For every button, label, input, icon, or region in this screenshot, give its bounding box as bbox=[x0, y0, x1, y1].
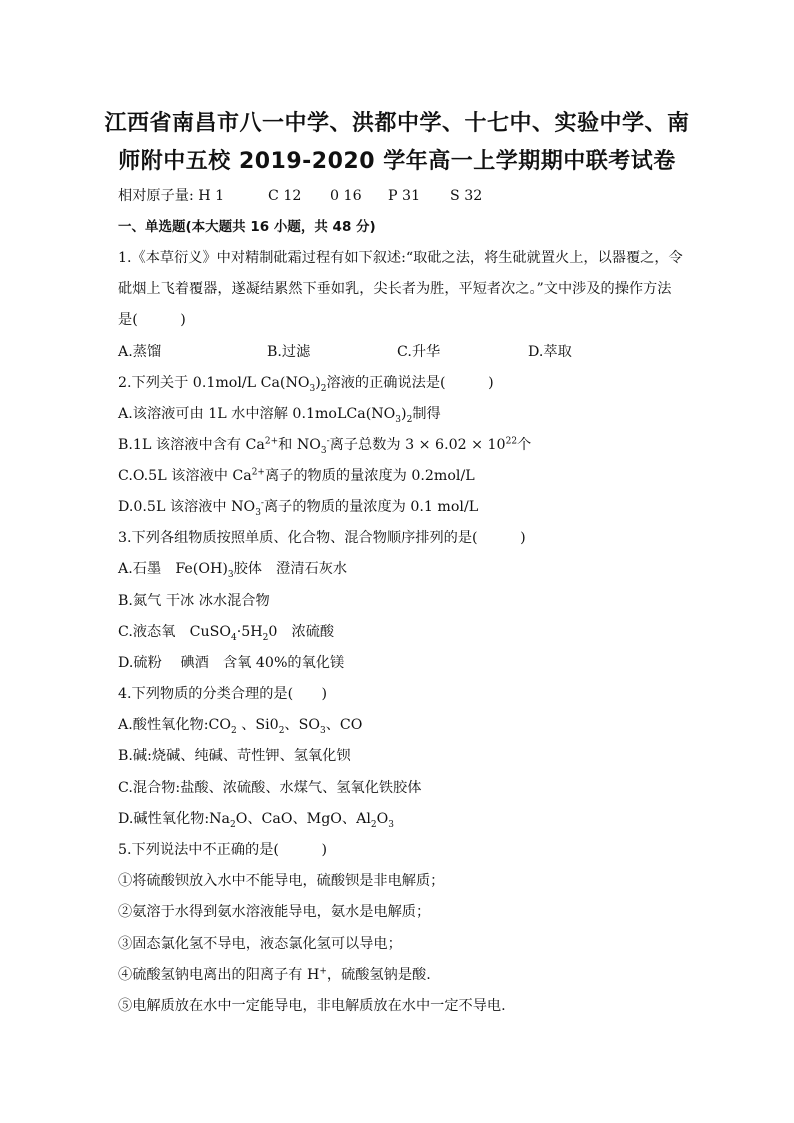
q3-option-c: C.液态氧 $CuSO_4\cdot 5H_20$ 浓硫酸 bbox=[118, 624, 335, 643]
atomic-mass-s: S 32 bbox=[450, 188, 483, 204]
atomic-mass-c: C 12 bbox=[268, 188, 302, 204]
atomic-mass-p: P 31 bbox=[388, 188, 421, 204]
q4-option-b: B.碱:烧碱、纯碱、苛性钾、氢氧化钡 bbox=[118, 748, 351, 764]
q5-statement-2: ②氨溶于水得到氨水溶液能导电，氨水是电解质； bbox=[118, 904, 431, 920]
q1-options bbox=[118, 342, 588, 362]
q3-option-b: B.氮气 干冰 冰水混合物 bbox=[118, 593, 270, 609]
q2-option-d: D.0.5L 该溶液中 $NO_3^-$离子的物质的量浓度为 0.1 mol/L bbox=[118, 498, 479, 518]
q1-line-1: 1.《本草衍义》中对精制砒霜过程有如下叙述:“取砒之法，将生砒就置火上，以器覆之，令 bbox=[118, 250, 683, 266]
q1-line-3: 是( ) bbox=[118, 312, 186, 328]
q5-statement-5: ⑤电解质放在水中一定能导电，非电解质放在水中一定不导电. bbox=[118, 998, 506, 1014]
q4-option-a: A.酸性氧化物$:CO_2$ 、$Si0_2$、$SO_3$、CO bbox=[118, 717, 363, 736]
q5-statement-4: ④硫酸氢钠电离出的阳离子有 H+，硫酸氢钠是酸. bbox=[118, 966, 431, 983]
q2-option-c: C.O.5L 该溶液中 $Ca^{2+}$离子的物质的量浓度为 0.2mol/L bbox=[118, 467, 475, 484]
q4-option-c: C.混合物:盐酸、浓硫酸、水煤气、氢氧化铁胶体 bbox=[118, 780, 422, 796]
q2-stem: 2.下列关于 0.1mol/L $Ca(NO_3)_2$溶液的正确说法是( ) bbox=[118, 375, 494, 394]
q5-statement-1: ①将硫酸钡放入水中不能导电，硫酸钡是非电解质； bbox=[118, 873, 445, 889]
q5-statement-3: ③固态氯化氢不导电，液态氯化氢可以导电； bbox=[118, 936, 402, 952]
q4-stem: 4.下列物质的分类合理的是( ) bbox=[118, 686, 328, 702]
q1-option-a: A.蒸馏 bbox=[118, 344, 162, 360]
title-line-1: 江西省南昌市八一中学、洪都中学、十七中、实验中学、南 bbox=[104, 111, 690, 136]
atomic-mass-label: 相对原子量: H 1 bbox=[118, 188, 225, 204]
section-heading: 一、单选题(本大题共 16 小题，共 48 分) bbox=[118, 219, 376, 235]
q2-option-a: A.该溶液可由 1L 水中溶解 $0.1moLCa(NO_3)_2$制得 bbox=[118, 406, 441, 425]
q2-option-b: B.1L 该溶液中含有 $Ca^{2+}$和 $NO_3^-$离子总数为 $3 \times 6.02 \times 10^{22}$个 bbox=[118, 436, 532, 456]
q4-option-d: D.碱性氧化物$:Na_2O$、CaO、MgO、$Al_2O_3$ bbox=[118, 811, 394, 830]
q1-option-d: D.萃取 bbox=[528, 344, 572, 360]
q1-option-c: C.升华 bbox=[397, 344, 441, 360]
q5-stem: 5.下列说法中不正确的是( ) bbox=[118, 842, 328, 858]
q3-stem: 3.下列各组物质按照单质、化合物、混合物顺序排列的是( ) bbox=[118, 530, 526, 546]
q3-option-a: A.石墨 $Fe(OH)_3$胶体 澄清石灰水 bbox=[118, 561, 348, 580]
q3-option-d: D.硫粉 碘酒 含氧 40%的氧化镁 bbox=[118, 655, 345, 671]
q1-option-b: B.过滤 bbox=[267, 344, 311, 360]
q1-line-2: 砒烟上飞着覆器，遂凝结累然下垂如乳，尖长者为胜，平短者次之。”文中涉及的操作方法 bbox=[118, 281, 672, 297]
title-line-2: 师附中五校 2019-2020 学年高一上学期期中联考试卷 bbox=[118, 149, 676, 174]
atomic-mass-o: 0 16 bbox=[330, 188, 362, 204]
